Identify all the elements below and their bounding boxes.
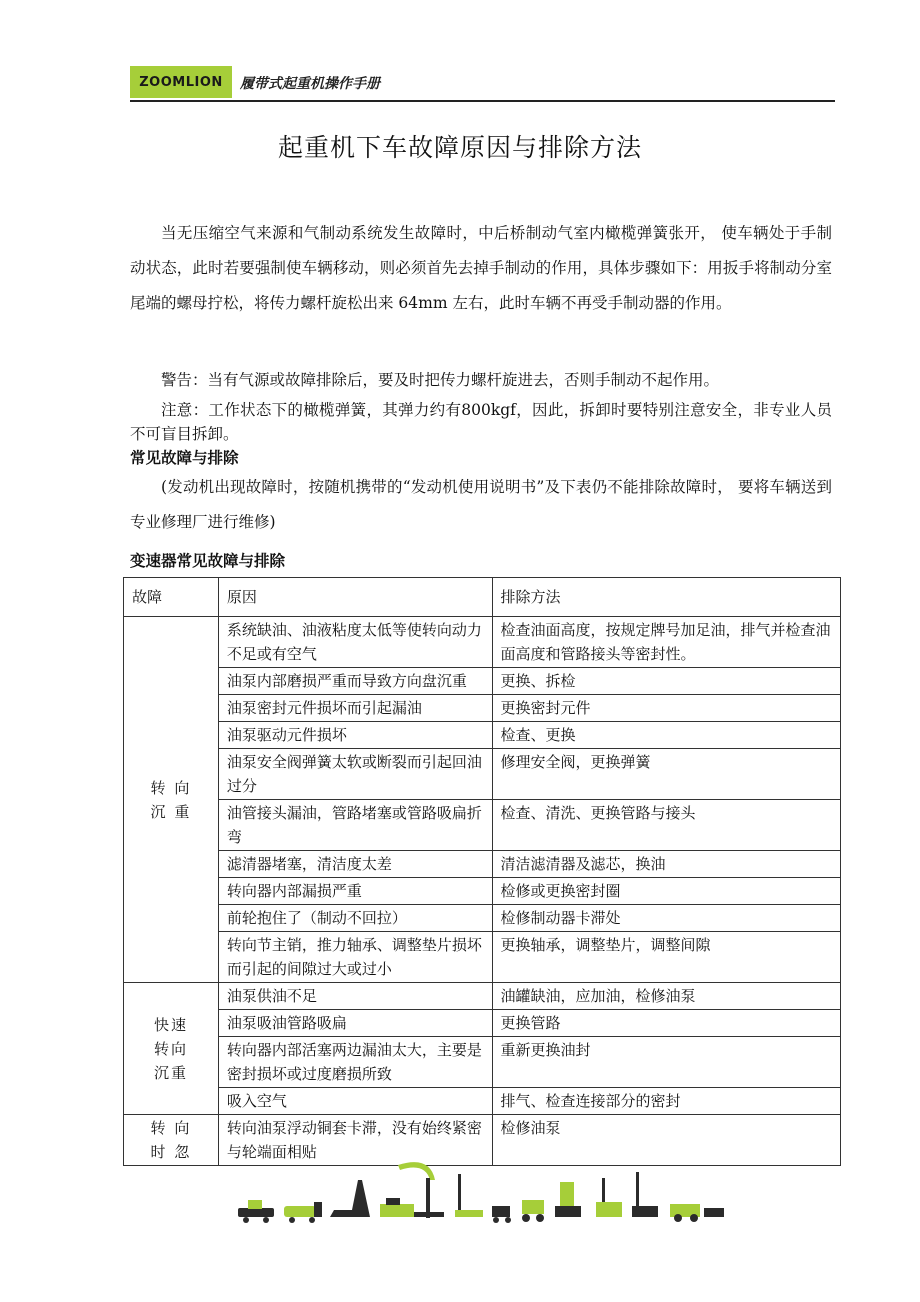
table-row (124, 1010, 841, 1037)
table-row (124, 983, 841, 1010)
header-divider (130, 100, 835, 102)
paragraph-warning: 警告：当有气源或故障排除后，要及时把传力螺杆旋进去，否则手制动不起作用。 (161, 371, 720, 389)
table-header-row (124, 578, 841, 617)
table-row (124, 617, 841, 668)
table-row (124, 1088, 841, 1115)
heading-common-faults: 常见故障与排除 (130, 449, 239, 467)
table-row (124, 1115, 841, 1166)
remedy-cell: 检修或更换密封圈 (492, 878, 841, 905)
remedy-cell: 更换管路 (492, 1010, 841, 1037)
remedy-cell: 排气、检查连接部分的密封 (492, 1088, 841, 1115)
cause-cell: 油泵内部磨损严重而导致方向盘沉重 (218, 668, 492, 695)
cause-cell: 滤清器堵塞，清洁度太差 (218, 851, 492, 878)
table-header-cell: 原因 (218, 578, 492, 617)
table-header-cell: 故障 (124, 578, 219, 617)
remedy-cell: 重新更换油封 (492, 1037, 841, 1088)
cause-cell: 油泵安全阀弹簧太软或断裂而引起回油过分 (218, 749, 492, 800)
remedy-cell: 油罐缺油，应加油，检修油泵 (492, 983, 841, 1010)
cause-cell: 转向节主销，推力轴承、调整垫片损坏而引起的间隙过大或过小 (218, 932, 492, 983)
remedy-cell: 更换轴承，调整垫片，调整间隙 (492, 932, 841, 983)
table-row (124, 749, 841, 800)
remedy-cell: 检修制动器卡滞处 (492, 905, 841, 932)
paragraph-note: 注意：工作状态下的橄榄弹簧，其弹力约有800kgf，因此，拆卸时要特别注意安全，非专业人员不可盲目拆卸。 (130, 401, 832, 443)
cause-cell: 油泵吸油管路吸扁 (218, 1010, 492, 1037)
table-row (124, 668, 841, 695)
cause-cell: 系统缺油、油液粘度太低等使转向动力不足或有空气 (218, 617, 492, 668)
brand-logo-text: ZOOMLION (139, 74, 223, 90)
table-row (124, 695, 841, 722)
manual-title: 履带式起重机操作手册 (240, 76, 380, 92)
table-row (124, 932, 841, 983)
cause-cell: 转向器内部活塞两边漏油太大，主要是密封损坏或过度磨损所致 (218, 1037, 492, 1088)
fault-cell: 转 向 时 忽 (124, 1115, 219, 1166)
remedy-cell: 清洁滤清器及滤芯，换油 (492, 851, 841, 878)
remedy-cell: 修理安全阀，更换弹簧 (492, 749, 841, 800)
table-row (124, 878, 841, 905)
remedy-cell: 更换、拆检 (492, 668, 841, 695)
remedy-cell: 检查、清洗、更换管路与接头 (492, 800, 841, 851)
remedy-cell: 检查、更换 (492, 722, 841, 749)
fault-table (123, 577, 841, 1166)
paragraph-handbrake: 当无压缩空气来源和气制动系统发生故障时，中后桥制动气室内橄榄弹簧张开， 使车辆处于手制动状态，此时若要强制使车辆移动，则必须首先去掉手制动的作用，具体步骤如下：用扳手将制动分室尾端的螺母拧松，将传力螺杆旋松出来 64mm 左右，此时车辆不再受手制动器的作用。 (130, 224, 832, 312)
cause-cell: 油泵驱动元件损坏 (218, 722, 492, 749)
brand-logo (130, 66, 232, 98)
table-row (124, 905, 841, 932)
machinery-icon (238, 1162, 724, 1223)
paragraph-common-faults: (发动机出现故障时，按随机携带的“发动机使用说明书”及下表仍不能排除故障时， 要将车辆送到专业修理厂进行维修) (130, 478, 832, 531)
cause-cell: 油管接头漏油，管路堵塞或管路吸扁折弯 (218, 800, 492, 851)
table-header-cell: 排除方法 (492, 578, 841, 617)
page-header (130, 66, 835, 102)
table-row (124, 722, 841, 749)
footer-machinery-illustration (230, 1160, 730, 1230)
remedy-cell: 检修油泵 (492, 1115, 841, 1166)
cause-cell: 转向油泵浮动铜套卡滞，没有始终紧密与轮端面相贴 (218, 1115, 492, 1166)
document-title: 起重机下车故障原因与排除方法 (277, 133, 642, 162)
fault-cell: 转 向 沉 重 (124, 617, 219, 983)
cause-cell: 前轮抱住了（制动不回拉） (218, 905, 492, 932)
fault-cell: 快速 转向 沉重 (124, 983, 219, 1115)
heading-transmission-faults: 变速器常见故障与排除 (130, 552, 286, 570)
remedy-cell: 检查油面高度，按规定牌号加足油，排气并检查油面高度和管路接头等密封性。 (492, 617, 841, 668)
cause-cell: 油泵供油不足 (218, 983, 492, 1010)
cause-cell: 转向器内部漏损严重 (218, 878, 492, 905)
cause-cell: 油泵密封元件损坏而引起漏油 (218, 695, 492, 722)
remedy-cell: 更换密封元件 (492, 695, 841, 722)
table-row (124, 851, 841, 878)
table-row (124, 800, 841, 851)
table-row (124, 1037, 841, 1088)
cause-cell: 吸入空气 (218, 1088, 492, 1115)
